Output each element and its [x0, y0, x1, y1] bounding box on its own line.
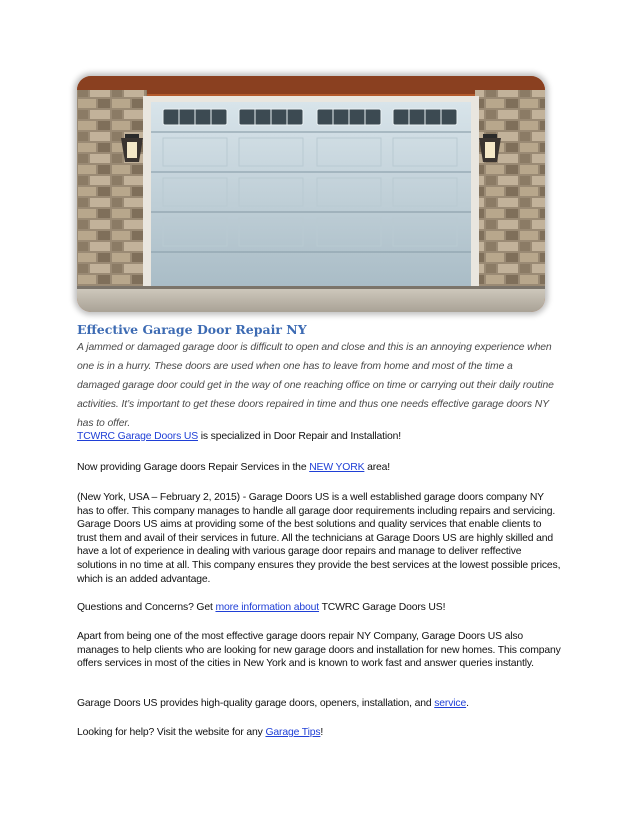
article-title: Effective Garage Door Repair NY: [77, 322, 307, 337]
paragraph-looking-for-help: [77, 726, 561, 740]
paragraph-specialized: [77, 430, 561, 444]
paragraph-text: Looking for help? Visit the website for any: [77, 727, 266, 738]
paragraph-press-release: (New York, USA – February 2, 2015) - Garage Doors US is a well established garage doors company NY has to offer. This company manages to handle all garage door requirements including repairs and servicing. Garage Doors US aims at providing some of the best solutions and quality services that enable clients to trust them and avail of their services in future. All the technicians at Garage Doors US are highly skilled and have a lot of experience in dealing with various garage door repairs and manage to deliver reffective solutions in no time at all. This company ensures they provide the best services at the lowest possible prices, which is an added advantage.: [77, 492, 561, 585]
garage-door-photo: [77, 76, 545, 312]
article-intro: A jammed or damaged garage door is difficult to open and close and this is an annoying experience when one is in a hurry. These doors are used when one has to leave from home and most of the time a damaged garage door could get in the way of one reaching office on time or carrying out their daily routine activities. It’s important to get these doors repaired in time and thus one needs effective garage doors NY has to offer.: [77, 342, 554, 429]
paragraph-apart-from: Apart from being one of the most effective garage doors repair NY Company, Garage Doors US also manages to help clients who are looking for new garage doors and installation for new homes. This company offers services in most of the cities in New York and is known to work fast and answer queries instantly.: [77, 631, 561, 670]
paragraph-text: Garage Doors US provides high-quality garage doors, openers, installation, and: [77, 698, 435, 709]
paragraph-provides: [77, 697, 561, 711]
paragraph-now-providing: [77, 461, 561, 475]
tcwrc-link[interactable]: TCWRC Garage Doors US: [77, 431, 198, 442]
paragraph-text: Now providing Garage doors Repair Services in the: [77, 462, 310, 473]
service-link[interactable]: service: [434, 698, 467, 709]
paragraph-text: .: [466, 698, 469, 709]
paragraph-questions: [77, 601, 561, 615]
paragraph-text: TCWRC Garage Doors US!: [319, 602, 446, 613]
paragraph-text: !: [320, 727, 324, 738]
new-york-link[interactable]: NEW YORK: [309, 462, 365, 473]
more-information-link[interactable]: more information about: [215, 602, 320, 613]
paragraph-text: area!: [364, 462, 391, 473]
paragraph-text: is specialized in Door Repair and Installation!: [198, 431, 402, 442]
garage-tips-link[interactable]: Garage Tips: [265, 727, 321, 738]
paragraph-text: Questions and Concerns? Get: [77, 602, 216, 613]
